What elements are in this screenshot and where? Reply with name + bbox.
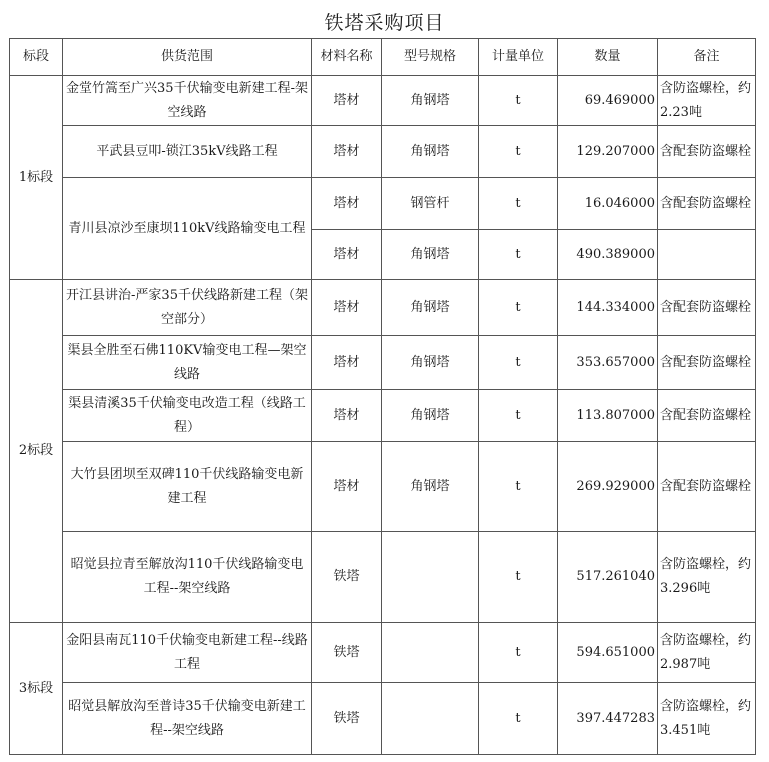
quantity-cell: 129.207000: [558, 126, 658, 178]
scope-cell: 渠县清溪35千伏输变电改造工程（线路工程）: [63, 390, 312, 442]
header-unit: 计量单位: [479, 39, 558, 76]
model-cell: 角钢塔: [382, 336, 479, 390]
model-cell: 角钢塔: [382, 126, 479, 178]
model-cell: [382, 683, 479, 755]
material-cell: 铁塔: [312, 532, 382, 623]
material-cell: 铁塔: [312, 683, 382, 755]
note-cell: 含配套防盗螺栓: [658, 178, 756, 230]
table-row: [10, 623, 756, 683]
quantity-cell: 144.334000: [558, 280, 658, 336]
quantity-cell: 397.447283: [558, 683, 658, 755]
header-quantity: 数量: [558, 39, 658, 76]
scope-cell: 金阳县南瓦110千伏输变电新建工程--线路工程: [63, 623, 312, 683]
table-row: [10, 178, 756, 230]
material-cell: 塔材: [312, 280, 382, 336]
section-label: 2标段: [10, 280, 63, 623]
unit-cell: t: [479, 623, 558, 683]
table-row: [10, 390, 756, 442]
unit-cell: t: [479, 230, 558, 280]
material-cell: 塔材: [312, 178, 382, 230]
scope-cell: 大竹县团坝至双碑110千伏线路输变电新建工程: [63, 442, 312, 532]
unit-cell: t: [479, 178, 558, 230]
page-title: 铁塔采购项目: [324, 12, 445, 34]
header-material: 材料名称: [312, 39, 382, 76]
quantity-cell: 490.389000: [558, 230, 658, 280]
table-row: [10, 76, 756, 126]
material-cell: 塔材: [312, 442, 382, 532]
section-label: 1标段: [10, 76, 63, 280]
quantity-cell: 269.929000: [558, 442, 658, 532]
section-label: 3标段: [10, 623, 63, 755]
material-cell: 铁塔: [312, 623, 382, 683]
table-row: [10, 532, 756, 623]
scope-cell: 平武县豆叩-锁江35kV线路工程: [63, 126, 312, 178]
note-cell: 含防盗螺栓，约2.987吨: [658, 623, 756, 683]
note-cell: 含防盗螺栓，约3.296吨: [658, 532, 756, 623]
note-cell: 含配套防盗螺栓: [658, 390, 756, 442]
material-cell: 塔材: [312, 230, 382, 280]
quantity-cell: 16.046000: [558, 178, 658, 230]
note-cell: [658, 230, 756, 280]
table-row: [10, 280, 756, 336]
material-cell: 塔材: [312, 390, 382, 442]
note-cell: 含配套防盗螺栓: [658, 126, 756, 178]
scope-cell: 金堂竹篙至广兴35千伏输变电新建工程-架空线路: [63, 76, 312, 126]
scope-cell: 渠县全胜至石佛110KV输变电工程—架空线路: [63, 336, 312, 390]
quantity-cell: 113.807000: [558, 390, 658, 442]
scope-cell: 昭觉县解放沟至普诗35千伏输变电新建工程--架空线路: [63, 683, 312, 755]
unit-cell: t: [479, 280, 558, 336]
scope-cell: 昭觉县拉青至解放沟110千伏线路输变电工程--架空线路: [63, 532, 312, 623]
model-cell: 角钢塔: [382, 280, 479, 336]
header-row: [10, 39, 756, 76]
model-cell: 角钢塔: [382, 442, 479, 532]
material-cell: 塔材: [312, 126, 382, 178]
note-cell: 含配套防盗螺栓: [658, 336, 756, 390]
unit-cell: t: [479, 336, 558, 390]
quantity-cell: 69.469000: [558, 76, 658, 126]
unit-cell: t: [479, 532, 558, 623]
material-cell: 塔材: [312, 336, 382, 390]
header-note: 备注: [658, 39, 756, 76]
note-cell: 含防盗螺栓，约2.23吨: [658, 76, 756, 126]
table-row: [10, 442, 756, 532]
model-cell: [382, 623, 479, 683]
unit-cell: t: [479, 390, 558, 442]
header-scope: 供货范围: [63, 39, 312, 76]
note-cell: 含配套防盗螺栓: [658, 280, 756, 336]
quantity-cell: 353.657000: [558, 336, 658, 390]
model-cell: 角钢塔: [382, 390, 479, 442]
quantity-cell: 517.261040: [558, 532, 658, 623]
header-section: 标段: [10, 39, 63, 76]
header-model: 型号规格: [382, 39, 479, 76]
note-cell: 含防盗螺栓，约3.451吨: [658, 683, 756, 755]
tower-procurement-table: [9, 38, 756, 755]
scope-cell: 开江县讲治-严家35千伏线路新建工程（架空部分）: [63, 280, 312, 336]
model-cell: 角钢塔: [382, 76, 479, 126]
table-row: [10, 126, 756, 178]
unit-cell: t: [479, 126, 558, 178]
table-row: [10, 336, 756, 390]
unit-cell: t: [479, 683, 558, 755]
quantity-cell: 594.651000: [558, 623, 658, 683]
unit-cell: t: [479, 76, 558, 126]
model-cell: 钢管杆: [382, 178, 479, 230]
unit-cell: t: [479, 442, 558, 532]
note-cell: 含配套防盗螺栓: [658, 442, 756, 532]
material-cell: 塔材: [312, 76, 382, 126]
model-cell: 角钢塔: [382, 230, 479, 280]
model-cell: [382, 532, 479, 623]
table-row: [10, 683, 756, 755]
scope-cell: 青川县凉沙至康坝110kV线路输变电工程: [63, 178, 312, 280]
